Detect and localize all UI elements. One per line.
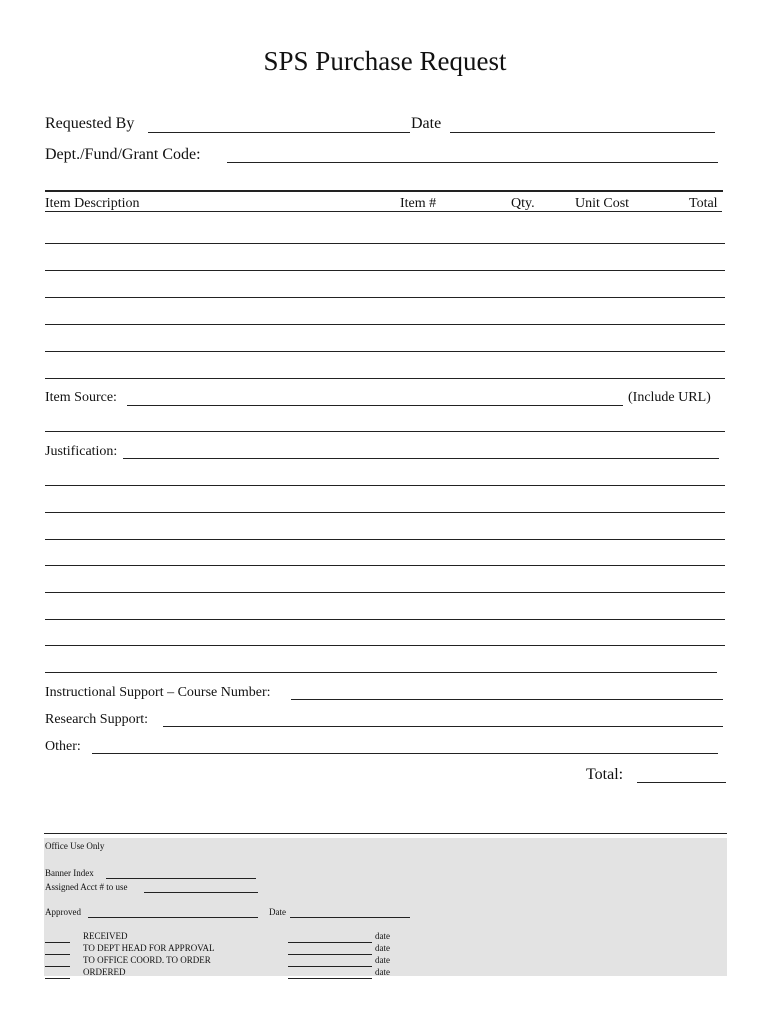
step-date-field[interactable] (288, 942, 372, 943)
justification-line[interactable] (45, 512, 725, 513)
dept-field[interactable] (227, 162, 718, 163)
item-source-line[interactable] (45, 431, 725, 432)
item-row-line[interactable] (45, 351, 725, 352)
justification-field[interactable] (123, 458, 719, 459)
office-divider (44, 833, 727, 834)
step-office-coord: TO OFFICE COORD. TO ORDER (83, 955, 211, 965)
research-support-field[interactable] (163, 726, 723, 727)
step-date-field[interactable] (288, 954, 372, 955)
column-qty: Qty. (511, 196, 535, 211)
column-item-description: Item Description (45, 196, 140, 211)
include-url-note: (Include URL) (628, 390, 711, 405)
office-use-panel (44, 838, 727, 976)
requested-by-field[interactable] (148, 132, 410, 133)
column-total: Total (689, 196, 718, 211)
step-date-field[interactable] (288, 966, 372, 967)
step-date-label: date (375, 967, 390, 977)
step-checkbox[interactable] (45, 954, 70, 955)
justification-line[interactable] (45, 645, 725, 646)
date-field[interactable] (450, 132, 715, 133)
approved-date-field[interactable] (290, 917, 410, 918)
research-support-label: Research Support: (45, 712, 149, 727)
course-number-field[interactable] (291, 699, 723, 700)
item-row-line[interactable] (45, 243, 725, 244)
banner-index-label: Banner Index (45, 868, 94, 878)
approved-date-label: Date (269, 907, 286, 917)
dept-field-continuation[interactable] (45, 190, 723, 192)
date-label: Date (411, 115, 442, 132)
approved-label: Approved (45, 907, 81, 917)
item-source-label: Item Source: (45, 390, 117, 405)
item-row-line[interactable] (45, 378, 725, 379)
justification-label: Justification: (45, 444, 118, 459)
column-item-number: Item # (400, 196, 437, 211)
step-date-field[interactable] (288, 978, 372, 979)
step-date-label: date (375, 943, 390, 953)
justification-line[interactable] (45, 592, 725, 593)
step-date-label: date (375, 955, 390, 965)
assigned-acct-label: Assigned Acct # to use (45, 882, 128, 892)
office-use-heading: Office Use Only (45, 841, 105, 851)
justification-line[interactable] (45, 539, 725, 540)
column-unit-cost: Unit Cost (575, 196, 630, 211)
step-date-label: date (375, 931, 390, 941)
total-field[interactable] (637, 782, 726, 783)
banner-index-field[interactable] (106, 878, 256, 879)
dept-label: Dept./Fund/Grant Code: (45, 146, 201, 163)
justification-line[interactable] (45, 619, 725, 620)
instructional-support-label: Instructional Support – Course Number: (45, 685, 271, 700)
total-label: Total: (586, 766, 624, 783)
step-checkbox[interactable] (45, 966, 70, 967)
item-row-line[interactable] (45, 324, 725, 325)
step-ordered: ORDERED (83, 967, 126, 977)
assigned-acct-field[interactable] (144, 892, 258, 893)
header-underline (45, 211, 722, 212)
page-title: SPS Purchase Request (263, 46, 507, 76)
step-dept-head: TO DEPT HEAD FOR APPROVAL (83, 943, 215, 953)
item-source-field[interactable] (127, 405, 623, 406)
step-checkbox[interactable] (45, 942, 70, 943)
justification-line[interactable] (45, 485, 725, 486)
approved-field[interactable] (88, 917, 258, 918)
step-checkbox[interactable] (45, 978, 70, 979)
step-received: RECEIVED (83, 931, 128, 941)
item-row-line[interactable] (45, 297, 725, 298)
justification-line[interactable] (45, 565, 725, 566)
other-field[interactable] (92, 753, 718, 754)
justification-line[interactable] (45, 672, 717, 673)
item-row-line[interactable] (45, 270, 725, 271)
requested-by-label: Requested By (45, 115, 135, 132)
other-label: Other: (45, 739, 81, 754)
